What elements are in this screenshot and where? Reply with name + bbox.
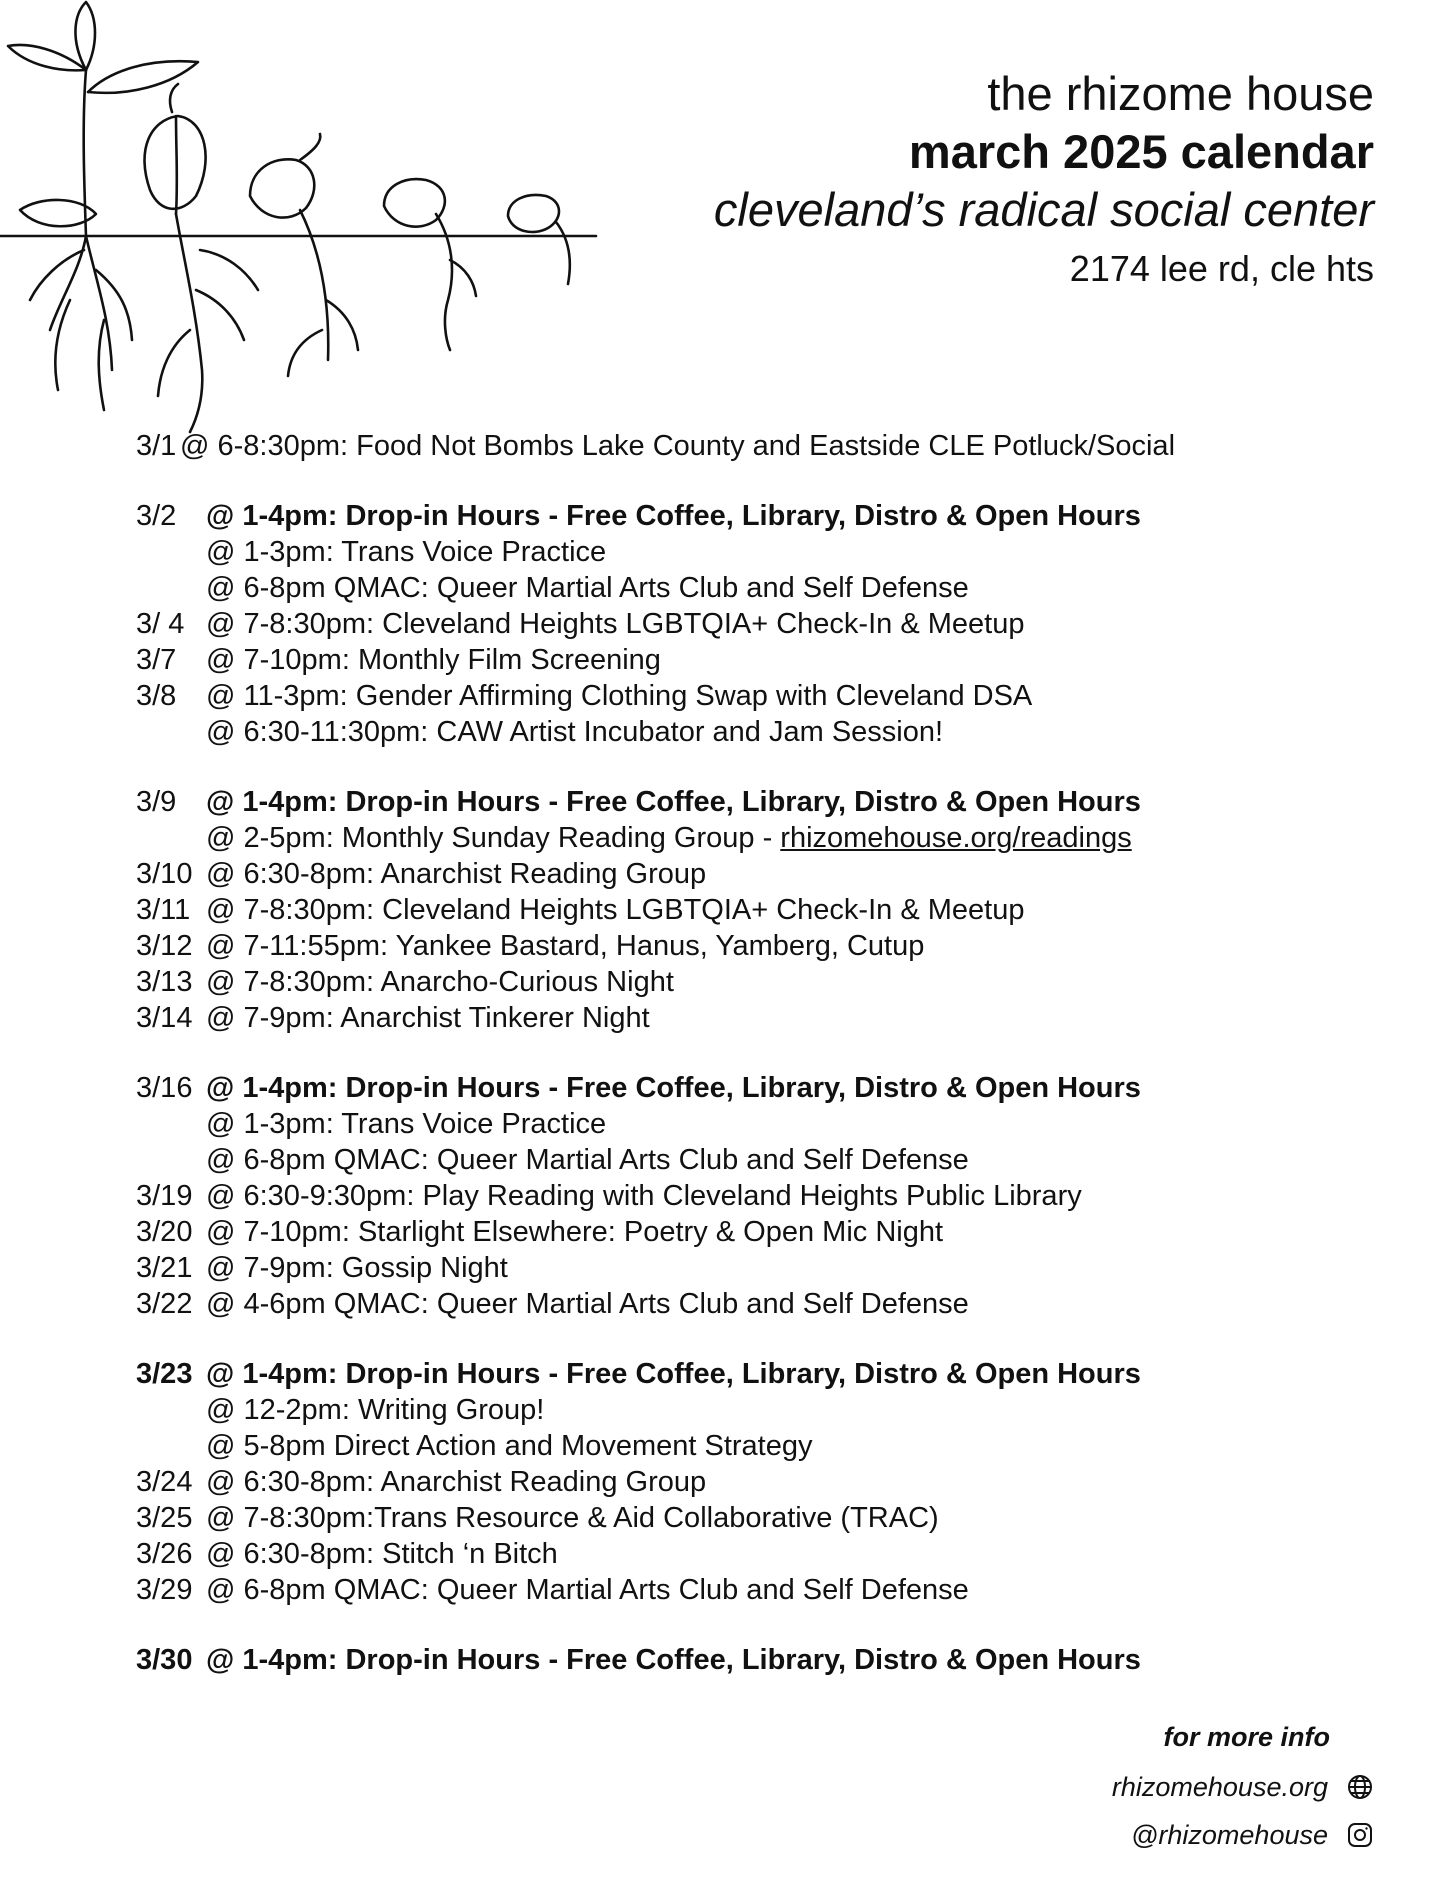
event-row	[136, 928, 1336, 964]
social-handle[interactable]: @rhizomehouse	[1130, 1820, 1328, 1850]
event-text: @ 6:30-8pm: Anarchist Reading Group	[206, 1466, 707, 1498]
event-row	[136, 1392, 1336, 1428]
event-date: 3/12	[136, 930, 193, 962]
website-link[interactable]: rhizomehouse.org	[1111, 1772, 1328, 1802]
event-row	[136, 1178, 1336, 1214]
event-text: @ 5-8pm Direct Action and Movement Strategy	[206, 1430, 813, 1462]
event-text: @ 7-9pm: Anarchist Tinkerer Night	[206, 1002, 650, 1034]
event-text: @ 7-9pm: Gossip Night	[206, 1252, 508, 1284]
event-text: @ 6:30-8pm: Anarchist Reading Group	[206, 858, 707, 890]
event-text: @ 12-2pm: Writing Group!	[206, 1394, 545, 1426]
event-date: 3/2	[136, 500, 177, 532]
event-text: @ 6:30-8pm: Stitch ‘n Bitch	[206, 1538, 558, 1570]
event-schedule	[136, 428, 1336, 1678]
address: 2174 lee rd, cle hts	[1069, 248, 1374, 289]
event-text: @ 7-10pm: Monthly Film Screening	[206, 644, 661, 676]
event-text: @ 1-4pm: Drop-in Hours - Free Coffee, Library, Distro & Open Hours	[206, 786, 1141, 818]
event-row	[136, 1214, 1336, 1250]
event-row	[136, 678, 1336, 714]
event-text: @ 1-3pm: Trans Voice Practice	[206, 536, 607, 568]
event-row	[136, 892, 1336, 928]
event-date: 3/29	[136, 1574, 193, 1606]
event-row	[136, 498, 1336, 534]
event-date: 3/13	[136, 966, 193, 998]
event-date: 3/ 4	[136, 608, 185, 640]
event-text: @ 7-10pm: Starlight Elsewhere: Poetry & Open Mic Night	[206, 1216, 944, 1248]
event-text: @ 1-4pm: Drop-in Hours - Free Coffee, Library, Distro & Open Hours	[206, 1358, 1141, 1390]
social-row[interactable]	[1112, 1818, 1374, 1852]
seedling-illustration	[0, 0, 610, 440]
event-date: 3/23	[136, 1358, 193, 1390]
event-row	[136, 1356, 1336, 1392]
event-text: @ 6-8pm QMAC: Queer Martial Arts Club and Self Defense	[206, 572, 969, 604]
event-text: @ 4-6pm QMAC: Queer Martial Arts Club and Self Defense	[206, 1288, 969, 1320]
event-row	[136, 820, 1336, 856]
event-row	[136, 642, 1336, 678]
event-date: 3/30	[136, 1644, 193, 1676]
event-text: @ 7-8:30pm: Cleveland Heights LGBTQIA+ Check-In & Meetup	[206, 608, 1025, 640]
event-text: @ 6:30-11:30pm: CAW Artist Incubator and Jam Session!	[206, 716, 944, 748]
event-text: @ 6-8pm QMAC: Queer Martial Arts Club and Self Defense	[206, 1144, 969, 1176]
contact-footer	[1112, 1718, 1374, 1852]
event-row	[136, 1500, 1336, 1536]
event-text: @ 6-8:30pm: Food Not Bombs Lake County and Eastside CLE Potluck/Social	[180, 430, 1176, 462]
event-date: 3/24	[136, 1466, 193, 1498]
event-row	[136, 714, 1336, 750]
event-text: @ 7-8:30pm: Anarcho-Curious Night	[206, 966, 674, 998]
event-text: @ 7-8:30pm: Cleveland Heights LGBTQIA+ Check-In & Meetup	[206, 894, 1025, 926]
event-text: @ 7-11:55pm: Yankee Bastard, Hanus, Yamberg, Cutup	[206, 930, 925, 962]
org-name: the rhizome house	[987, 67, 1374, 120]
event-date: 3/14	[136, 1002, 193, 1034]
event-date: 3/16	[136, 1072, 193, 1104]
event-row	[136, 1642, 1336, 1678]
website-row[interactable]	[1112, 1770, 1374, 1804]
event-date: 3/26	[136, 1538, 193, 1570]
event-row	[136, 570, 1336, 606]
event-row	[136, 534, 1336, 570]
event-date: 3/9	[136, 786, 177, 818]
event-date: 3/11	[136, 894, 191, 926]
event-date: 3/21	[136, 1252, 193, 1284]
tagline: cleveland’s radical social center	[713, 183, 1374, 236]
event-date: 3/19	[136, 1180, 193, 1212]
event-row	[136, 1572, 1336, 1608]
event-text: @ 6-8pm QMAC: Queer Martial Arts Club and Self Defense	[206, 1574, 969, 1606]
readings-link[interactable]: rhizomehouse.org/readings	[780, 822, 1132, 854]
event-text: @ 1-4pm: Drop-in Hours - Free Coffee, Library, Distro & Open Hours	[206, 1072, 1141, 1104]
event-row	[136, 856, 1336, 892]
event-text-prefix: @ 2-5pm: Monthly Sunday Reading Group -	[206, 822, 781, 854]
event-date: 3/22	[136, 1288, 193, 1320]
event-date: 3/8	[136, 680, 177, 712]
more-info-label: for more info	[1163, 1722, 1330, 1752]
event-row	[136, 1464, 1336, 1500]
event-row	[136, 964, 1336, 1000]
event-date: 3/1	[136, 430, 177, 462]
event-row	[136, 1536, 1336, 1572]
event-row	[136, 1286, 1336, 1322]
event-date: 3/7	[136, 644, 177, 676]
globe-icon	[1346, 1773, 1374, 1801]
event-row	[136, 1106, 1336, 1142]
event-text	[206, 820, 1132, 856]
event-row	[136, 1070, 1336, 1106]
event-row	[136, 1000, 1336, 1036]
instagram-icon	[1346, 1821, 1374, 1849]
event-row	[136, 1250, 1336, 1286]
event-text: @ 1-3pm: Trans Voice Practice	[206, 1108, 607, 1140]
event-text: @ 1-4pm: Drop-in Hours - Free Coffee, Library, Distro & Open Hours	[206, 500, 1141, 532]
event-row	[136, 784, 1336, 820]
event-date: 3/20	[136, 1216, 193, 1248]
event-row	[136, 1428, 1336, 1464]
flyer-header	[714, 65, 1374, 297]
event-row	[136, 428, 1336, 464]
event-date: 3/25	[136, 1502, 193, 1534]
event-row	[136, 1142, 1336, 1178]
event-text: @ 7-8:30pm:Trans Resource & Aid Collaborative (TRAC)	[206, 1502, 939, 1534]
calendar-title: march 2025 calendar	[908, 125, 1374, 178]
event-row	[136, 606, 1336, 642]
event-text: @ 11-3pm: Gender Affirming Clothing Swap with Cleveland DSA	[206, 680, 1033, 712]
event-date: 3/10	[136, 858, 193, 890]
event-text: @ 1-4pm: Drop-in Hours - Free Coffee, Library, Distro & Open Hours	[206, 1644, 1141, 1676]
event-text: @ 6:30-9:30pm: Play Reading with Cleveland Heights Public Library	[206, 1180, 1082, 1212]
